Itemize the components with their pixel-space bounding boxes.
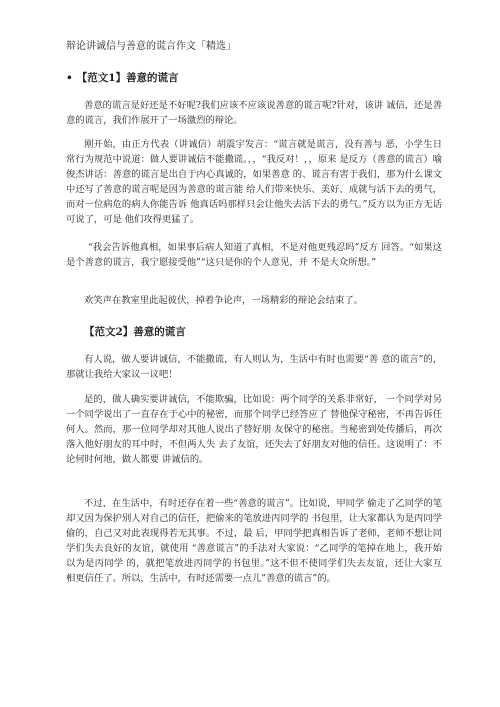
section-1-paragraph-1: 善意的谎言是好还是不好呢?我们应该不应该说善意的谎言呢?针对，该讲 诚信，还是善意的谎言，我们作展开了一场激烈的辩论。 <box>66 100 442 126</box>
section-2-heading-text: 【范文2】善意的谎言 <box>84 326 186 338</box>
section-2-heading <box>84 325 186 339</box>
section-1-paragraph-4: 欢笑声在教室里此起彼伏，掉着争论声，一场精彩的辩论会结束了。 <box>84 295 363 306</box>
section-1-paragraph-3: “我会告诉他真相，如果事后病人知道了真相，不是对他更残忍吗”反方 回答。“如果这是个善意的谎言，我宁愿接受他”“这只是你的个人意见，并 不是大众所想。” <box>66 242 442 268</box>
section-2-paragraph-2: 是的，做人确实要讲诚信，不能欺骗，比如说：两个同学的关系非常好， 一个同学对另一个同学说出了一直存在于心中的秘密，而那个同学已经答应了 替他保守秘密，不再告诉任何人。然而，那一位同学却对其他人说出了替好朋 友保守的秘密。当秘密到处传播后，再次落入他好朋友的耳中时，不但两人失 去了友谊，还失去了好朋友对他的信任。这说明了：不论何时何地，做人都要 讲诚信的。 <box>66 394 442 465</box>
document-title: 辩论讲诚信与善意的谎言作文「精选」 <box>66 41 236 52</box>
section-1-heading <box>66 71 179 85</box>
section-1-heading-text: 【范文1】善意的谎言 <box>76 72 179 84</box>
section-2-paragraph-1: 有人说，做人要讲诚信，不能撒谎，有人则认为，生活中有时也需要“善 意的谎言”的，那就让我给大家议一议吧！ <box>66 354 442 380</box>
section-1-paragraph-2: 刚开始，由正方代表（讲诚信）胡震宇发言：“谎言就是谎言，没有善与 恶，小学生日常行为规范中说道：做人要讲诚信不能撒谎。，，“我反对！，，原来 是反方（善意的谎言）喻俊杰讲话：善意的谎言是出自于内心真诚的，如果善意 的、谎言有害于我们，那为什么课文中还写了善意的谎言呢是因为善意的谎言能 给人们带来快乐、美好、成就与活下去的勇气，而对一位病危的病人你能告诉 他真话吗那样只会让他失去活下去的勇气。”反方以为正方无话可说了，可是 他们攻得更猛了。 <box>66 139 442 225</box>
section-2-paragraph-3: 不过，在生活中，有时还存在着一些“善意的谎言”。比如说，甲同学 偷走了乙同学的笔却又因为保护别人对自己的信任，把偷来的笔放进丙同学的 书包里，让大家都认为是丙同学偷的，自己又对此表现得若无其事。不过，最 后，甲同学把真相告诉了老师，老师不想让同学们失去良好的友谊，就使用 “善意谎言”的手法对大家说：“乙同学的笔掉在地上，我开始以为是丙同学 的，就把笔放进丙同学的书包里。”这不但不使同学们失去友谊，还让大家互 相更信任了。所以，生活中，有时还需要一点儿”善意的谎言”的。 <box>66 498 442 584</box>
bullet-icon: • <box>66 72 73 84</box>
